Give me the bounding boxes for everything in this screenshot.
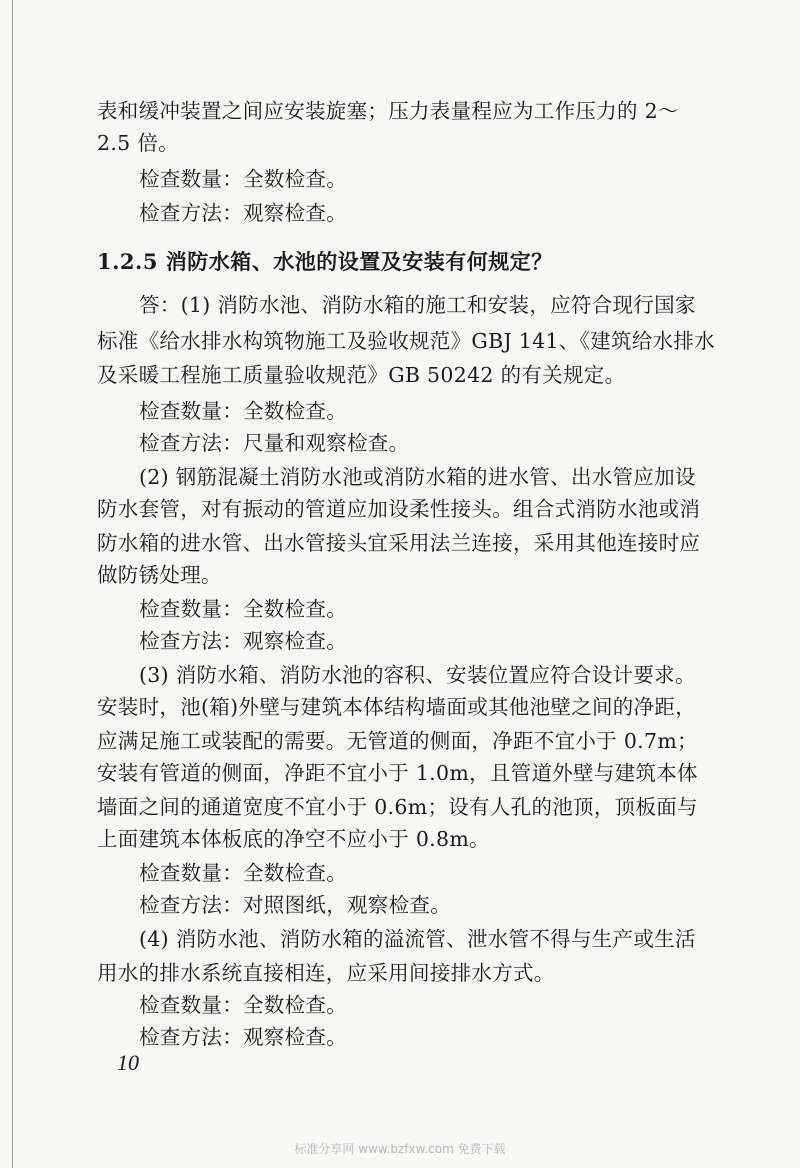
text-line: 检查方法：观察检查。 bbox=[139, 629, 347, 653]
text-line: (2) 钢筋混凝土消防水池或消防水箱的进水管、出水管应加设 bbox=[139, 465, 696, 489]
text-line: 防水箱的进水管、出水管接头宜采用法兰连接，采用其他连接时应 bbox=[97, 531, 701, 555]
page-edge-line bbox=[12, 0, 13, 1168]
text-line: 答：(1) 消防水池、消防水箱的施工和安装，应符合现行国家 bbox=[139, 293, 696, 317]
text-line: 检查方法：尺量和观察检查。 bbox=[139, 431, 410, 455]
text-line: 表和缓冲装置之间应安装旋塞；压力表量程应为工作压力的 2～ bbox=[97, 99, 679, 123]
text-line: 应满足施工或装配的需要。无管道的侧面，净距不宜小于 0.7m； bbox=[97, 729, 698, 753]
text-line: 用水的排水系统直接相连，应采用间接排水方式。 bbox=[97, 961, 555, 985]
text-line: 做防锈处理。 bbox=[97, 563, 222, 587]
text-line: 防水套管，对有振动的管道应加设柔性接头。组合式消防水池或消 bbox=[97, 497, 701, 521]
footer-watermark: 标准分享网 www.bzfxw.com 免费下载 bbox=[294, 1142, 506, 1156]
text-line: 检查数量：全数检查。 bbox=[139, 861, 347, 885]
text-line: 2.5 倍。 bbox=[97, 131, 179, 155]
text-line: 检查方法：观察检查。 bbox=[139, 1025, 347, 1049]
page-number: 10 bbox=[117, 1050, 139, 1075]
section-heading: 1.2.5 消防水箱、水池的设置及安装有何规定？ bbox=[97, 249, 553, 274]
text-line: 标准《给水排水构筑物施工及验收规范》GBJ 141、《建筑给水排水 bbox=[97, 329, 715, 353]
text-line: 检查数量：全数检查。 bbox=[139, 993, 347, 1017]
text-line: 墙面之间的通道宽度不宜小于 0.6m；设有人孔的池顶，顶板面与 bbox=[97, 795, 698, 819]
text-line: 及采暖工程施工质量验收规范》GB 50242 的有关规定。 bbox=[97, 363, 626, 387]
text-line: 安装时，池(箱)外壁与建筑本体结构墙面或其他池壁之间的净距， bbox=[97, 695, 696, 719]
text-line: 检查方法：观察检查。 bbox=[139, 201, 347, 225]
text-line: 安装有管道的侧面，净距不宜小于 1.0m，且管道外壁与建筑本体 bbox=[97, 761, 698, 785]
text-line: (4) 消防水池、消防水箱的溢流管、泄水管不得与生产或生活 bbox=[139, 927, 696, 951]
text-line: 检查数量：全数检查。 bbox=[139, 399, 347, 423]
text-line: (3) 消防水箱、消防水池的容积、安装位置应符合设计要求。 bbox=[139, 663, 696, 687]
text-line: 检查数量：全数检查。 bbox=[139, 167, 347, 191]
text-line: 检查方法：对照图纸，观察检查。 bbox=[139, 893, 451, 917]
text-line: 检查数量：全数检查。 bbox=[139, 597, 347, 621]
text-line: 上面建筑本体板底的净空不应小于 0.8m。 bbox=[97, 827, 490, 851]
